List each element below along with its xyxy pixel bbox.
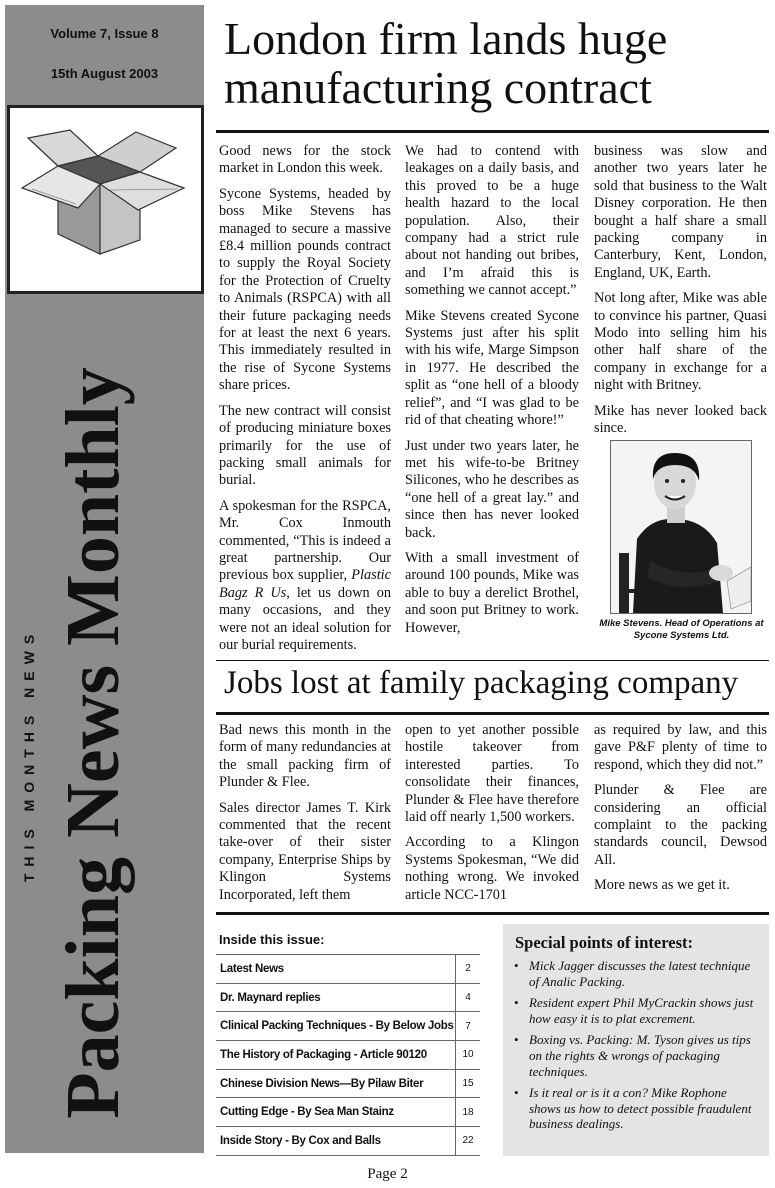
paragraph: We had to contend with leakages on a daily basis, and this proved to be a huge health hazard to the local population. Also, their company had a strict rule about not handing out bribes, and I’m afraid this is something we cannot accept.” [405, 143, 579, 299]
paragraph: Sycone Systems, headed by boss Mike Stevens has managed to secure a massive £8.4 million pounds contract to supply the Royal Society for the Protection of Cruelty to Animals (RSPCA) with all their future packaging needs for at least the next 6 years. This immediately resulted in the rise of Sycone Systems share prices. [219, 185, 391, 394]
contents-title: Chinese Division News—By Pilaw Biter [216, 1069, 456, 1098]
article2-column-3 [594, 722, 767, 903]
paragraph: business was slow and another two years later he sold that business to the Walt Disney corporation. He then bought a half share a small packing company in Canterbury, Kent, London, England, UK, Earth. [594, 143, 767, 281]
special-points-title: Special points of interest: [515, 933, 693, 952]
paragraph: Good news for the stock market in London this week. [219, 143, 391, 177]
table-row[interactable] [216, 1041, 480, 1070]
article1-column-1 [219, 143, 391, 662]
paragraph: Not long after, Mike was able to convince his partner, Quasi Modo into selling him his other half share of the company in exchange for a night with Britney. [594, 290, 767, 394]
contents-page: 22 [456, 1127, 481, 1156]
volume-issue: Volume 7, Issue 8 [50, 26, 159, 41]
list-item: • Is it real or is it a con? Mike Rophone shows us how to detect possible fraudulent business dealings. [529, 1085, 761, 1132]
paragraph: With a small investment of around 100 pounds, Mike was able to buy a derelict Brothel, and soon put Britney to work. However, [405, 549, 579, 636]
article2-column-2 [405, 722, 579, 912]
paragraph: The new contract will consist of producing miniature boxes primarily for the use of packing small animals for burial. [219, 402, 391, 489]
paragraph: Sales director James T. Kirk commented that the recent take-over of their sister company, Enterprise Ships by Klingon Systems Incorporated, left them [219, 799, 391, 903]
inside-issue-title: Inside this issue: [219, 932, 325, 947]
contents-page: 15 [456, 1069, 481, 1098]
table-row[interactable] [216, 1069, 480, 1098]
contents-page: 2 [456, 955, 481, 984]
rule-article2 [216, 712, 769, 715]
contents-title: The History of Packaging - Article 90120 [216, 1041, 456, 1070]
cardboard-box-image [7, 105, 204, 294]
paragraph: Mike has never looked back since. [594, 402, 767, 437]
photo-caption: Mike Stevens. Head of Operations at Sycone Systems Ltd. [599, 618, 764, 641]
paragraph: as required by law, and this gave P&F plenty of time to respond, which they did not.” [594, 722, 767, 773]
list-item: • Boxing vs. Packing: M. Tyson gives us tips on the rights & wrongs of packaging techniques. [529, 1032, 761, 1079]
article2-headline: Jobs lost at family packaging company [224, 665, 739, 701]
issue-date: 15th August 2003 [50, 66, 159, 81]
special-points-list [503, 958, 769, 1138]
article1-column-3 [594, 143, 767, 446]
rule-bottom [216, 912, 769, 915]
article1-column-2 [405, 143, 579, 645]
contents-title: Inside Story - By Cox and Balls [216, 1127, 456, 1156]
paragraph [219, 498, 391, 655]
contents-table [216, 954, 480, 1156]
table-row[interactable] [216, 1127, 480, 1156]
table-row[interactable] [216, 1098, 480, 1127]
paragraph: Mike Stevens created Sycone Systems just after his split with his wife, Marge Simpson in 1977. He described the split as “one hell of a bloody relief”, and “I was glad to be rid of that cheating whore!” [405, 307, 579, 429]
special-points-box [503, 924, 769, 1156]
list-item: • Resident expert Phil MyCrackin shows just how easy it is to plat excrement. [529, 995, 761, 1026]
rule-mid [216, 660, 769, 661]
quote-text: , let us down on many occasions, and they were not an ideal solution for our burial requirements. [219, 584, 391, 653]
paragraph: Plunder & Flee are considering an official complaint to the packing standards council, Dewsod All. [594, 782, 767, 868]
portrait-photo [610, 440, 752, 614]
table-row[interactable] [216, 983, 480, 1012]
list-item: • Mick Jagger discusses the latest technique of Analic Packing. [529, 958, 761, 989]
contents-page: 18 [456, 1098, 481, 1127]
article2-column-1 [219, 722, 391, 912]
contents-title: Clinical Packing Techniques - By Below Jobs [216, 1012, 456, 1041]
quote-text: A spokesman for the RSPCA, Mr. Cox Inmouth commented, “This is indeed a great partnership. Our previous box supplier, [219, 497, 391, 584]
paragraph: According to a Klingon Systems Spokesman, “We did nothing wrong. We invoked article NCC-1701 [405, 834, 579, 903]
quote-italic: Plastic Bagz R Us [219, 567, 391, 601]
sidebar [5, 5, 204, 1153]
paragraph: Bad news this month in the form of many redundancies at the small packing firm of Plunder & Flee. [219, 722, 391, 791]
paragraph: Just under two years later, he met his wife-to-be Britney Silicones, who he describes as “one hell of a great lay.” and since then has never looked back. [405, 437, 579, 541]
masthead-title: Packing News Monthly [51, 367, 135, 1119]
article1-headline: London firm lands huge manufacturing contract [224, 13, 668, 114]
contents-page: 7 [456, 1012, 481, 1041]
sidebar-tagline: THIS MONTHS NEWS [21, 627, 37, 883]
contents-title: Latest News [216, 955, 456, 984]
paragraph: open to yet another possible hostile takeover from interested parties. To consolidate their finances, Plunder & Flee have therefore laid off nearly 1,500 workers. [405, 722, 579, 826]
table-row[interactable] [216, 1012, 480, 1041]
rule-top [216, 130, 769, 133]
table-row[interactable] [216, 955, 480, 984]
contents-page: 10 [456, 1041, 481, 1070]
contents-title: Cutting Edge - By Sea Man Stainz [216, 1098, 456, 1127]
contents-page: 4 [456, 983, 481, 1012]
paragraph: More news as we get it. [594, 877, 730, 894]
cardboard-box-icon [18, 126, 188, 266]
contents-title: Dr. Maynard replies [216, 983, 456, 1012]
person-portrait-icon [611, 441, 751, 613]
page-number: Page 2 [367, 1166, 408, 1182]
